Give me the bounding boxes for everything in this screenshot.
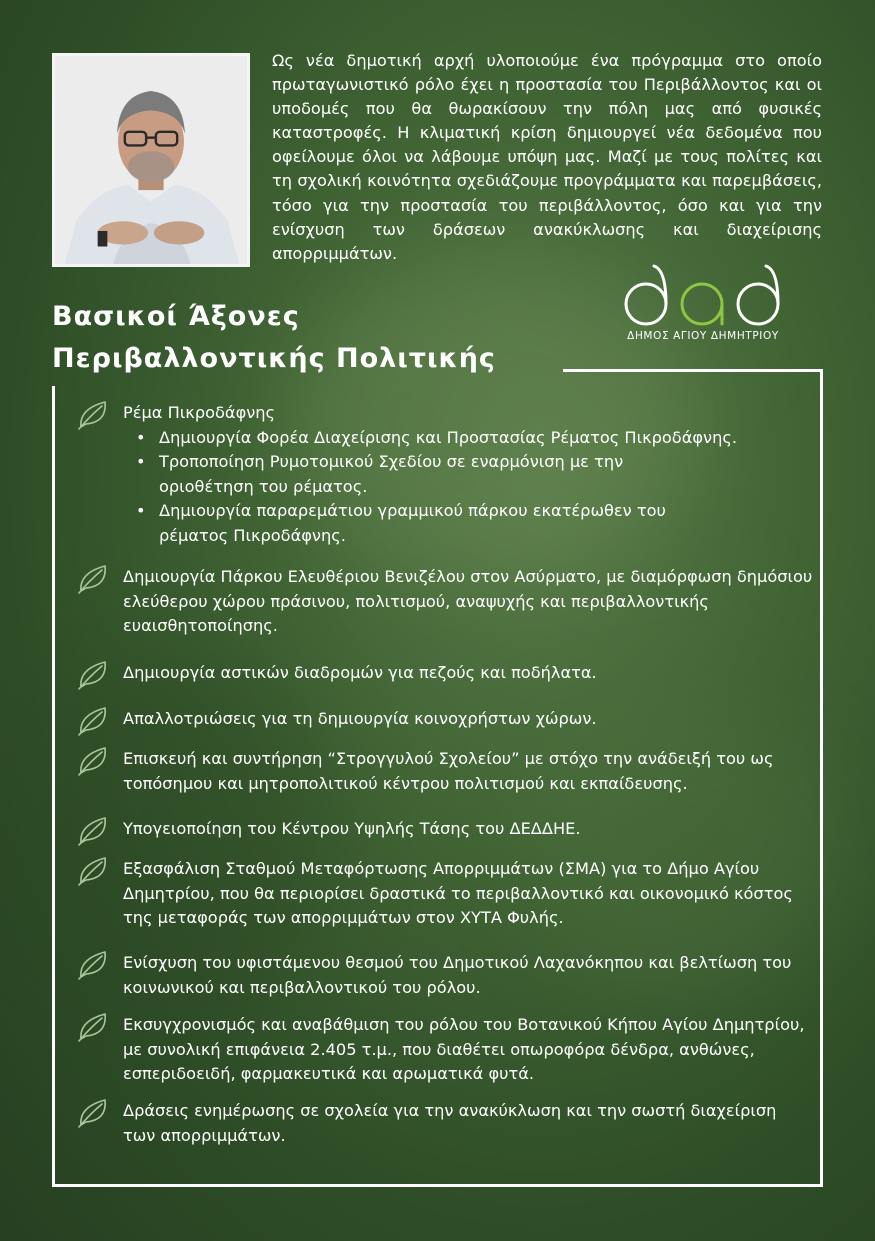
- list-item-text: Ενίσχυση του υφιστάμενου θεσμού του Δημοτικού Λαχανόκηπου και βελτίωση του κοινωνικού και περιβαλλοντικού του ρόλου.: [123, 953, 792, 997]
- list-item-text: Δημιουργία Πάρκου Ελευθέριου Βενιζέλου στον Ασύρματο, με διαμόρφωση δημόσιου ελεύθερου χώρου πράσινου, πολιτισμού, αναψυχής και περιβαλλοντικής ευαισθητοποίησης.: [123, 567, 813, 635]
- leaf-icon: [76, 398, 108, 430]
- mayor-portrait-photo: [52, 53, 250, 267]
- leaf-icon: [76, 1010, 108, 1042]
- frame-border-bottom: [52, 1184, 823, 1187]
- section-heading-line-2: Περιβαλλοντικής Πολιτικής: [52, 343, 496, 374]
- frame-border-right: [820, 369, 823, 1186]
- list-item-title: Ρέμα Πικροδάφνης: [123, 403, 276, 422]
- municipality-logo-caption: ΔΗΜΟΣ ΑΓΙΟΥ ΔΗΜΗΤΡΙΟΥ: [627, 330, 779, 342]
- municipality-logo-mark: [612, 262, 792, 328]
- leaf-icon: [76, 744, 108, 776]
- list-item-text: [123, 401, 813, 548]
- leaf-icon: [76, 658, 108, 690]
- intro-paragraph: Ως νέα δημοτική αρχή υλοποιούμε ένα πρόγραμμα στο οποίο πρωταγωνιστικό ρόλο έχει η προστασία του Περιβάλλοντος και οι υποδομές που θα θωρακίσουν την πόλη μας από φυσικές καταστροφές. Η κλιματική κρίση δημιουργεί νέα δεδομένα που οφείλουμε όλοι να λάβουμε υπόψη μας. Μαζί με τους πολίτες και τη σχολική κοινότητα σχεδιάζουμε προγράμματα και παρεμβάσεις, τόσο για την προστασία του περιβάλλοντος, όσο και για την ενίσχυση των δράσεων ανακύκλωσης και διαχείρισης απορριμμάτων.: [272, 51, 822, 263]
- list-item-text: Επισκευή και συντήρηση “Στρογγυλού Σχολείου” με στόχο την ανάδειξή του ως τοπόσημου και μητροπολιτικού κέντρου πολιτισμού και εκπαίδευσης.: [123, 749, 774, 793]
- leaf-icon: [76, 1096, 108, 1128]
- list-item-text: Υπογειοποίηση του Κέντρου Υψηλής Τάσης του ΔΕΔΔΗΕ.: [123, 819, 581, 838]
- list-item-text: Απαλλοτριώσεις για τη δημιουργία κοινοχρήστων χώρων.: [123, 709, 597, 728]
- leaf-icon: [76, 948, 108, 980]
- frame-border-left: [52, 386, 55, 1187]
- leaf-icon: [76, 704, 108, 736]
- list-item-text: Εξασφάλιση Σταθμού Μεταφόρτωσης Απορριμμάτων (ΣΜΑ) για το Δήμο Αγίου Δημητρίου, που θα περιορίσει δραστικά το περιβαλλοντικό και οικονομικό κόστος της μεταφοράς των απορριμμάτων στον ΧΥΤΑ Φυλής.: [123, 859, 793, 927]
- sub-list-item: • Δημιουργία παραρεμάτιου γραμμικού πάρκου εκατέρωθεν του ρέματος Πικροδάφνης.: [123, 499, 699, 548]
- sub-list-item: • Τροποποίηση Ρυμοτομικού Σχεδίου σε εναρμόνιση με την οριοθέτηση του ρέματος.: [123, 450, 699, 499]
- list-item-text: Δράσεις ενημέρωσης σε σχολεία για την ανακύκλωση και την σωστή διαχείριση των απορριμμάτων.: [123, 1101, 777, 1145]
- leaf-icon: [76, 814, 108, 846]
- frame-border-top: [563, 369, 823, 372]
- list-item-text: Εκσυγχρονισμός και αναβάθμιση του ρόλου του Βοτανικού Κήπου Αγίου Δημητρίου, με συνολική επιφάνεια 2.405 τ.μ., που διαθέτει οπωροφόρα δένδρα, ανθώνες, εσπεριδοειδή, φαρμακευτικά και αρωματικά φυτά.: [123, 1015, 805, 1083]
- section-heading-line-1: Βασικοί Άξονες: [52, 301, 300, 332]
- section-heading: [52, 296, 496, 380]
- sub-list-item: • Δημιουργία Φορέα Διαχείρισης και Προστασίας Ρέματος Πικροδάφνης.: [123, 426, 813, 451]
- leaf-icon: [76, 854, 108, 886]
- leaf-icon: [76, 562, 108, 594]
- sub-list: [123, 426, 813, 549]
- municipality-logo: [612, 262, 792, 348]
- list-item-text: Δημιουργία αστικών διαδρομών για πεζούς και ποδήλατα.: [123, 663, 597, 682]
